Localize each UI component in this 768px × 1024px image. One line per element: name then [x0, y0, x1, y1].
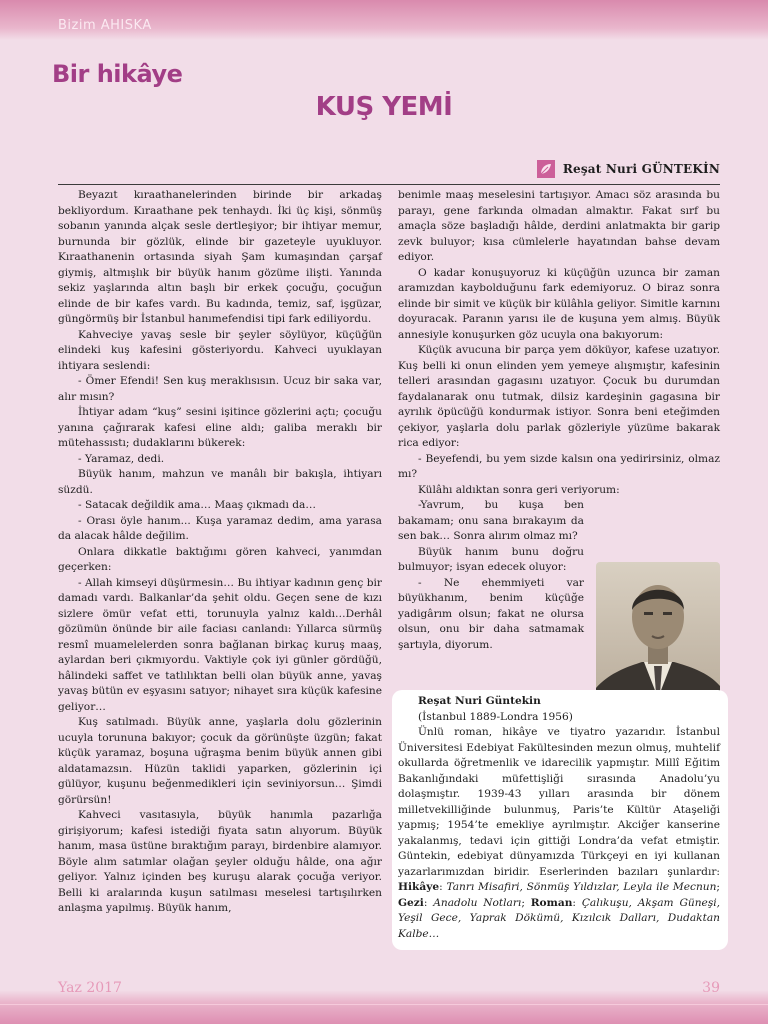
paragraph: O kadar konuşuyoruz ki küçüğün uzunca bir zaman aramızdan kaybolduğunu fark edemiyoruz. O biraz sonra elinde bir simit ve küçük bir külâhla geliyor. Simitle karnını doyuracak. Paranın yarısı ile de kuşuna yem almış. Büyük annesiyle konuşurken göz ucuyla ona bakıyorum:	[398, 266, 720, 341]
paragraph: - Satacak değildik ama… Maaş çıkmadı da…	[78, 499, 316, 511]
paragraph: Kahveciye yavaş sesle bir şeyler söylüyor, küçüğün elindeki kuş kafesini gösteriyordu. Kahveci uyuklayan ihtiyara seslendi:	[58, 328, 382, 372]
paragraph: Büyük hanım bunu doğru bulmuyor; isyan edecek oluyor:	[398, 545, 584, 573]
paragraph: - Orası öyle hanım... Kuşa yaramaz dedim, ama yarasa da alacak hâlde değilim.	[58, 514, 382, 542]
story-title: KUŞ YEMİ	[315, 92, 453, 122]
author-biography	[398, 694, 720, 942]
section-title: Bir hikâye	[52, 60, 183, 88]
paragraph: Kuş satılmadı. Büyük anne, yaşlarla dolu gözlerinin ucuyla torununa bakıyor; çocuk da görünüşte üzgün; fakat küçük yaramaz, boşuna uğraşma benim büyük annen gibi aldatamazsın. Hüzün taklidi yaparken, gözlerinin içi gülüyor, kuşunu beğenmedikleri için seviniyorsun… Şimdi görürsün!	[58, 716, 382, 806]
author-leaf-icon	[537, 160, 555, 178]
works-novel: Çalıkuşu, Akşam Güneşi, Yeşil Gece, Yaprak Dökümü, Kızılcık Dalları, Dudaktan Kalbe…	[398, 896, 721, 940]
works-travel: Anadolu Notları	[433, 896, 522, 909]
paragraph: - Beyefendi, bu yem sizde kalsın ona yedirirsiniz, olmaz mı?	[398, 452, 720, 480]
paragraph: benimle maaş meselesini tartışıyor. Amacı söz arasında bu parayı, gene farkında olmadan almaktır. Fakat sırf bu amaçla söze başladığı hâlde, derdini anlatmakta bir garip zevk buluyor; kısa cümlelerle hayatından bahse devam ediyor.	[398, 189, 720, 263]
magazine-name: Bizim AHISKA	[58, 18, 152, 33]
paragraph: - Ömer Efendi! Sen kuş meraklısısın. Ucuz bir saka var, alır mısın?	[58, 375, 382, 403]
bio-name: Reşat Nuri Güntekin	[418, 695, 541, 707]
works-label-story: Hikâye	[398, 881, 440, 893]
paragraph: Küçük avucuna bir parça yem döküyor, kafese uzatıyor. Kuş belli ki onun elinden yem yemeye alışmıştır, kafesinin telleri arasından gagasını uzatıyor. Çocuk bu durumdan faydalanarak onu tutmak, dilsiz kardeşinin gagasına bir ayrılık öpücüğü kondurmak istiyor. Sonra beni eteğimden çekiyor, yaşlarla dolu parlak gözleriyle yüzüme bakarak rica ediyor:	[398, 344, 720, 449]
paragraph: Büyük hanım, mahzun ve manâlı bir bakışla, ihtiyarı süzdü.	[58, 468, 382, 496]
paragraph: Kahveci vasıtasıyla, büyük hanımla pazarlığa girişiyorum; kafesi istediği fiyata satın alıyorum. Büyük hanım, masa üstüne bıraktığım parayı, birdenbire alamıyor. Böyle alım satımlar olağan şeyler olduğu hâlde, ona ağır geliyor. Yalnız içinden beş kuruşu alarak çocuğa veriyor. Belli ki aralarında kuşun satılması meselesi tartışılırken anlaşma yapılmış. Büyük hanım,	[58, 809, 382, 914]
paragraph: - Yaramaz, dedi.	[78, 452, 165, 465]
author-name: Reşat Nuri GÜNTEKİN	[562, 162, 720, 176]
bio-body: Ünlü roman, hikâye ve tiyatro yazarıdır. İstanbul Üniversitesi Edebiyat Fakültesinden mezun olmuş, muhtelif okullarda öğretmenlik ve idarecilik yapmıştır. Millî Eğitim Bakanlığındaki müfettişliği sırasında Anadolu’yu dolaşmıştır. 1939-43 yılları arasında bir dönem milletvekilliğinde bulunmuş, Paris’te Kültür Ataşeliği yapmış; 1954’te emekliye ayrılmıştır. Akciğer kanserine yakalanmış, tedavi için gittiği Londra’da vefat etmiştir. Güntekin, edebiyat dünyamızda Türkçeyi en iyi kullanan yazarlarımızdan biridir. Eserlerinden bazıları şunlardır: Hikâye: Tanrı Misafiri, Sönmüş Yıldızlar, Leyla ile Mecnun; Gezi: Anadolu Notları; Roman: Çalıkuşu, Akşam Güneşi, Yeşil Gece, Yaprak Dökümü, Kızılcık Dalları, Dudaktan Kalbe…	[398, 726, 721, 940]
works-label-travel: Gezi	[398, 896, 424, 909]
works-label-novel: Roman	[530, 896, 573, 909]
page-number: 39	[702, 980, 720, 996]
paragraph: - Allah kimseyi düşürmesin… Bu ihtiyar kadının genç bir damadı vardı. Balkanlar’da şehit oldu. Geçen sene de kızı sizlere ömür vefat etti, torunuyla yalnız kaldı…Derhâl gözümün önünde bir aile faciası canlandı: Yıllarca sürmüş resmî muamelelerden sonra bağlanan birkaç kuruş maaş, aylardan beri çıkmıyordu. Vaktiyle çok iyi günler gördüğü, hâlindeki saffet ve tatlılıktan belli olan büyük anne, yavaş yavaş bütün ev eşyasını satıyor; nihayet sıra küçük kafesine geliyor…	[58, 576, 382, 713]
bio-text: Ünlü roman, hikâye ve tiyatro yazarıdır. İstanbul Üniversitesi Edebiyat Fakültesinden mezun olmuş, muhtelif okullarda öğretmenlik ve idarecilik yapmıştır. Millî Eğitim Bakanlığındaki müfettişliği sırasında Anadolu’yu dolaşmıştır. 1939-43 yılları arasında bir dönem milletvekilliğinde bulunmuş, Paris’te Kültür Ataşeliği yapmış; 1954’te emekliye ayrılmıştır. Akciğer kanserine yakalanmış, tedavi için gittiği Londra’da vefat etmiştir. Güntekin, edebiyat dünyamızda Türkçeyi en iyi kullanan yazarlarımızdan biridir. Eserlerinden bazıları şunlardır:	[398, 726, 720, 878]
bio-dates: (İstanbul 1889-Londra 1956)	[418, 710, 573, 723]
paragraph: İhtiyar adam “kuş” sesini işitince gözlerini açtı; çocuğu yanına çağırarak kafesi eline aldı; galiba meraklı bir mütehassıstı; dudaklarını bükerek:	[58, 406, 382, 449]
paragraph: - Ne ehemmiyeti var büyükhanım, benim küçüğe yadigârım olsun; fakat ne olursa olsun, onu bir daha satmamak şartıyla, diyorum.	[398, 576, 584, 651]
issue-season: Yaz 2017	[58, 980, 122, 996]
footer-line	[0, 1004, 768, 1005]
paragraph: -Yavrum, bu kuşa ben bakamam; onu sana bırakayım da sen bak… Sonra alırım olmaz mı?	[398, 499, 584, 542]
title-rule	[58, 184, 720, 185]
paragraph: Beyazıt kıraathanelerinden birinde bir arkadaş bekliyordum. Kıraathane pek tenhaydı. İki üç kişi, sönmüş sobanın yanında alçak sesle dertleşiyor; bir ihtiyar memur, burnunda bir gözlük, elinde bir gazeteyle uyukluyor. Kıraathanenin ortasında siyah Şam kumaşından çarşaf giymiş, altmışlık bir büyük hanım gözüme ilişti. Yanında sekiz yaşlarında altın başlı bir erkek çocuğu, çocuğun elinde de bir kafes vardı. Bu kadında, temiz, saf, işgüzar, güngörmüş bir İstanbul hanımefendisi tipi fark ediliyordu.	[58, 189, 382, 325]
story-column-left	[58, 188, 382, 917]
paragraph: Külâhı aldıktan sonra geri veriyorum:	[418, 483, 620, 496]
works-story: Tanrı Misafiri, Sönmüş Yıldızlar, Leyla ile Mecnun	[446, 881, 717, 893]
paragraph: Onlara dikkatle baktığımı gören kahveci, yanımdan geçerken:	[58, 545, 382, 573]
author-byline	[537, 160, 720, 178]
